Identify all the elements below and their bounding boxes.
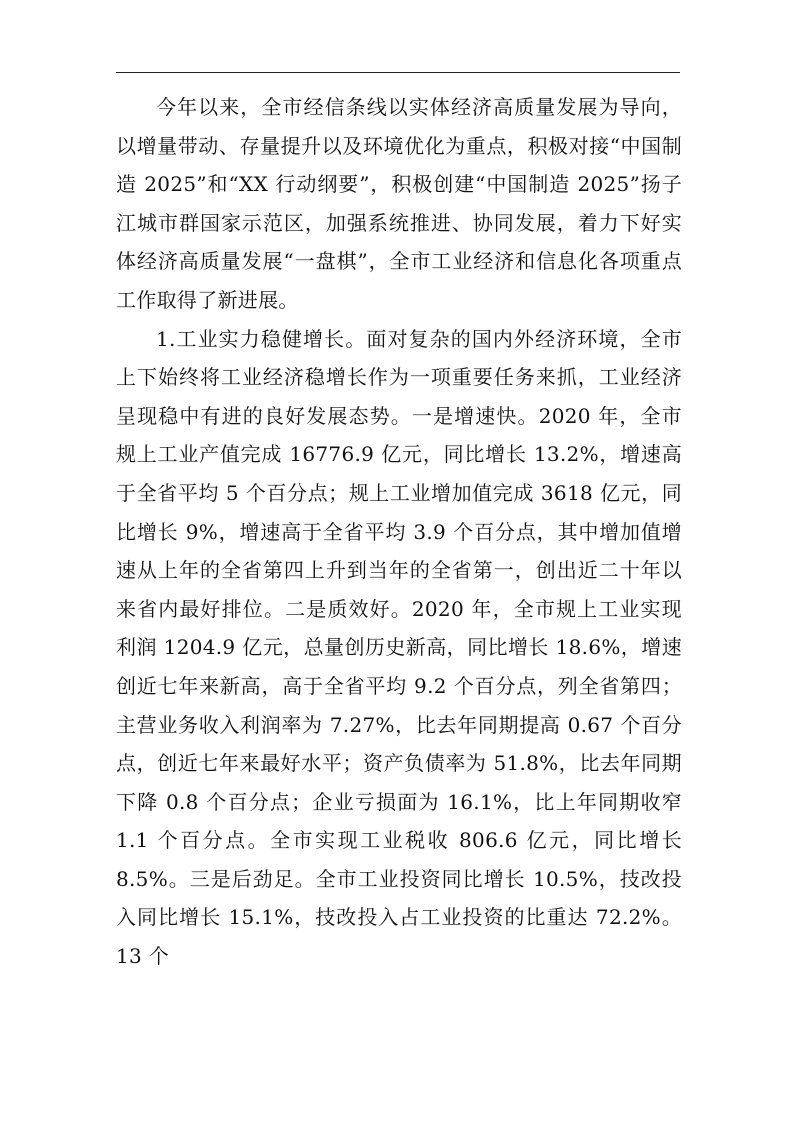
paragraph-intro: 今年以来，全市经信条线以实体经济高质量发展为导向，以增量带动、存量提升以及环境优化为重点，积极对接“中国制造 2025”和“XX 行动纲要”，积极创建“中国制造 2025”扬子江城市群国家示范区，加强系统推进、协同发展，着力下好实体经济高质量发展“一盘棋”，全市工业经济和信息化各项重点工作取得了新进展。: [116, 95, 682, 312]
document-body: [116, 88, 682, 976]
header-rule: [116, 72, 680, 73]
paragraph-industrial-growth: 1.工业实力稳健增长。面对复杂的国内外经济环境，全市上下始终将工业经济稳增长作为一项重要任务来抓，工业经济呈现稳中有进的良好发展态势。一是增速快。2020 年，全市规上工业产值完成 16776.9 亿元，同比增长 13.2%，增速高于全省平均 5 个百分点；规上工业增加值完成 3618 亿元，同比增长 9%，增速高于全省平均 3.9 个百分点，其中增加值增速从上年的全省第四上升到当年的全省第一，创出近二十年以来省内最好排位。二是质效好。2020 年，全市规上工业实现利润 1204.9 亿元，总量创历史新高，同比增长 18.6%，增速创近七年来新高，高于全省平均 9.2 个百分点，列全省第四；主营业务收入利润率为 7.27%，比去年同期提高 0.67 个百分点，创近七年来最好水平；资产负债率为 51.8%，比去年同期下降 0.8 个百分点；企业亏损面为 16.1%，比上年同期收窄 1.1 个百分点。全市实现工业税收 806.6 亿元，同比增长 8.5%。三是后劲足。全市工业投资同比增长 10.5%，技改投入同比增长 15.1%，技改投入占工业投资的比重达 72.2%。13 个: [116, 326, 682, 969]
